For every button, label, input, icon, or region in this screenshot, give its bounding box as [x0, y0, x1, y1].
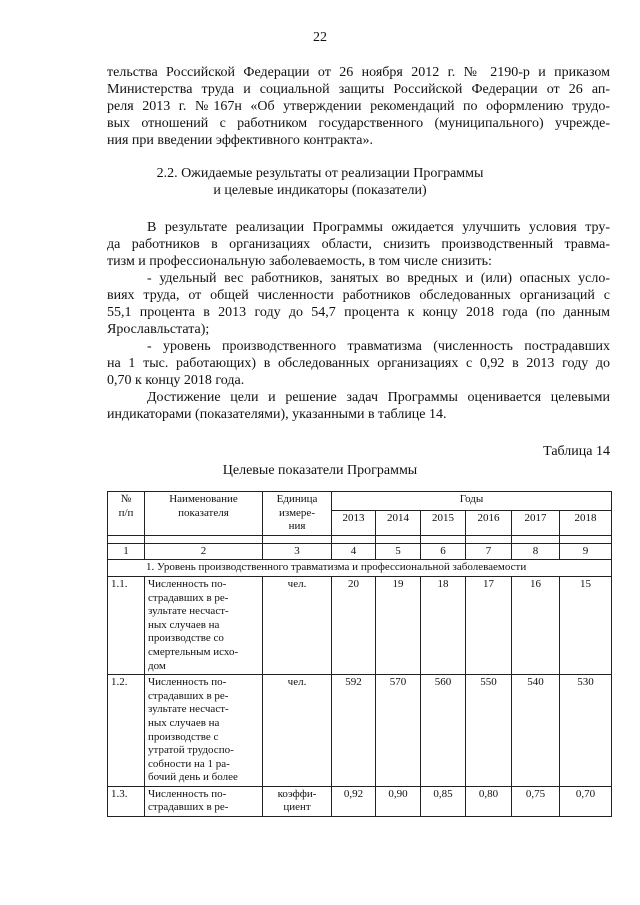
text-line: В результате реализации Программы ожидается улучшить условия тру-: [147, 220, 610, 235]
header-unit: [263, 492, 332, 536]
spacer-cell: [145, 535, 263, 543]
name-line: страдавших в ре-: [148, 591, 229, 604]
header-text: Единица: [276, 493, 318, 505]
year-cell: 2018: [560, 511, 612, 536]
header-text: №: [120, 493, 132, 505]
spacer-cell: [263, 535, 332, 543]
table-title: Целевые показатели Программы: [222, 463, 418, 478]
text-line: тизм и профессиональную заболеваемость, в том числе снизить:: [107, 254, 492, 269]
column-number: 7: [466, 543, 512, 560]
text-line: 55,1 процента в 2013 году до 54,7 процента к концу 2018 года (по данным: [107, 305, 610, 320]
column-number: 4: [332, 543, 376, 560]
name-line: дом: [148, 659, 166, 672]
name-line: ных случаев на: [148, 716, 220, 729]
row-unit: чел.: [263, 576, 332, 674]
section-heading-line-1: 2.2. Ожидаемые результаты от реализации Программы: [156, 166, 484, 181]
spacer-cell: [376, 535, 421, 543]
table-row: [108, 675, 612, 787]
year-cell: 2013: [332, 511, 376, 536]
text-line: на 1 тыс. работающих) в обследованных организациях с 0,92 в 2013 году до: [107, 356, 610, 371]
name-line: страдавших в ре-: [148, 801, 229, 814]
row-indicator-name: [145, 786, 263, 816]
year-cell: 2017: [512, 511, 560, 536]
row-indicator-name: [145, 675, 263, 787]
table-label: Таблица 14: [543, 444, 610, 459]
value-cell: 560: [421, 675, 466, 787]
text-line: ния при введении эффективного контракта».: [107, 133, 374, 148]
section-heading-line-2: и целевые индикаторы (показатели): [213, 183, 427, 198]
value-cell: 17: [466, 576, 512, 674]
unit-line: циент: [283, 801, 311, 814]
text-line: Ярославльстата);: [107, 322, 210, 337]
table-row: [108, 576, 612, 674]
column-number: 3: [263, 543, 332, 560]
text-line: вых отношений с работником государственного (муниципального) учрежде-: [107, 116, 610, 131]
text-line: - удельный вес работников, занятых во вредных и (или) опасных усло-: [147, 271, 610, 286]
column-number: 2: [145, 543, 263, 560]
value-cell: 15: [560, 576, 612, 674]
section-row: [108, 560, 612, 577]
text-line: - уровень производственного травматизма (численность пострадавших: [147, 339, 610, 354]
spacer-cell: [108, 535, 145, 543]
spacer-cell: [421, 535, 466, 543]
table-spacer-row: [108, 535, 612, 543]
header-text: Наименование: [169, 493, 238, 505]
row-indicator-name: [145, 576, 263, 674]
row-unit: чел.: [263, 675, 332, 787]
row-number: 1.2.: [108, 675, 145, 787]
name-line: утратой трудоспо-: [148, 744, 234, 757]
value-cell: 16: [512, 576, 560, 674]
row-number: 1.3.: [108, 786, 145, 816]
row-number: 1.1.: [108, 576, 145, 674]
row-unit: [263, 786, 332, 816]
paragraph-1: [107, 64, 610, 149]
page-number: 22: [313, 30, 327, 45]
name-line: Численность по-: [148, 577, 227, 590]
column-number: 5: [376, 543, 421, 560]
column-number: 9: [560, 543, 612, 560]
value-cell: 550: [466, 675, 512, 787]
name-line: смертельным исхо-: [148, 645, 239, 658]
spacer-cell: [512, 535, 560, 543]
name-line: зультате несчаст-: [148, 605, 229, 618]
year-cell: 2016: [466, 511, 512, 536]
table-row: [108, 786, 612, 816]
name-line: страдавших в ре-: [148, 689, 229, 702]
column-numbers-row: [108, 543, 612, 560]
value-cell: 0,80: [466, 786, 512, 816]
name-line: зультате несчаст-: [148, 703, 229, 716]
text-line: индикаторами (показателями), указанными в таблице 14.: [107, 407, 447, 422]
unit-line: коэффи-: [277, 787, 317, 800]
name-line: Численность по-: [148, 676, 227, 689]
spacer-cell: [560, 535, 612, 543]
value-cell: 18: [421, 576, 466, 674]
value-cell: 0,90: [376, 786, 421, 816]
name-line: бочий день и более: [148, 771, 238, 784]
text-line: Министерства труда и социальной защиты Российской Федерации от 26 ап-: [107, 82, 610, 97]
bullet-2: [107, 338, 610, 389]
value-cell: 0,70: [560, 786, 612, 816]
value-cell: 570: [376, 675, 421, 787]
text-line: 0,70 к концу 2018 года.: [107, 373, 245, 388]
header-no: [108, 492, 145, 536]
value-cell: 20: [332, 576, 376, 674]
header-name: [145, 492, 263, 536]
name-line: Численность по-: [148, 787, 227, 800]
column-number: 6: [421, 543, 466, 560]
name-line: производстве со: [148, 632, 224, 645]
header-text: измере-: [279, 506, 315, 519]
header-years: Годы: [332, 492, 612, 511]
header-text: показателя: [178, 506, 229, 519]
section-title: 1. Уровень производственного травматизма и профессиональной заболеваемости: [108, 560, 612, 577]
value-cell: 540: [512, 675, 560, 787]
spacer-cell: [466, 535, 512, 543]
value-cell: 530: [560, 675, 612, 787]
header-text: ния: [288, 520, 306, 533]
text-line: тельства Российской Федерации от 26 ноября 2012 г. № 2190-р и приказом: [107, 65, 610, 80]
name-line: собности на 1 ра-: [148, 757, 230, 770]
column-number: 8: [512, 543, 560, 560]
text-line: виях труда, от общей численности работников обследованных организаций с: [107, 288, 610, 303]
text-line: Достижение цели и решение задач Программы оценивается целевыми: [147, 390, 610, 405]
value-cell: 0,75: [512, 786, 560, 816]
year-cell: 2015: [421, 511, 466, 536]
table-header-row: [108, 492, 612, 511]
bullet-1: [107, 270, 610, 338]
value-cell: 0,85: [421, 786, 466, 816]
indicators-table: [107, 491, 612, 817]
header-text: п/п: [118, 506, 134, 519]
value-cell: 19: [376, 576, 421, 674]
spacer-cell: [332, 535, 376, 543]
name-line: производстве с: [148, 730, 219, 743]
value-cell: 592: [332, 675, 376, 787]
value-cell: 0,92: [332, 786, 376, 816]
text-line: да работников в организациях области, снизить производственный травма-: [107, 237, 610, 252]
year-cell: 2014: [376, 511, 421, 536]
column-number: 1: [108, 543, 145, 560]
name-line: ных случаев на: [148, 618, 220, 631]
paragraph-3: [107, 389, 610, 423]
text-line: реля 2013 г. №167н «Об утверждении рекомендаций по оформлению трудо-: [107, 99, 610, 114]
paragraph-2: [107, 219, 610, 270]
